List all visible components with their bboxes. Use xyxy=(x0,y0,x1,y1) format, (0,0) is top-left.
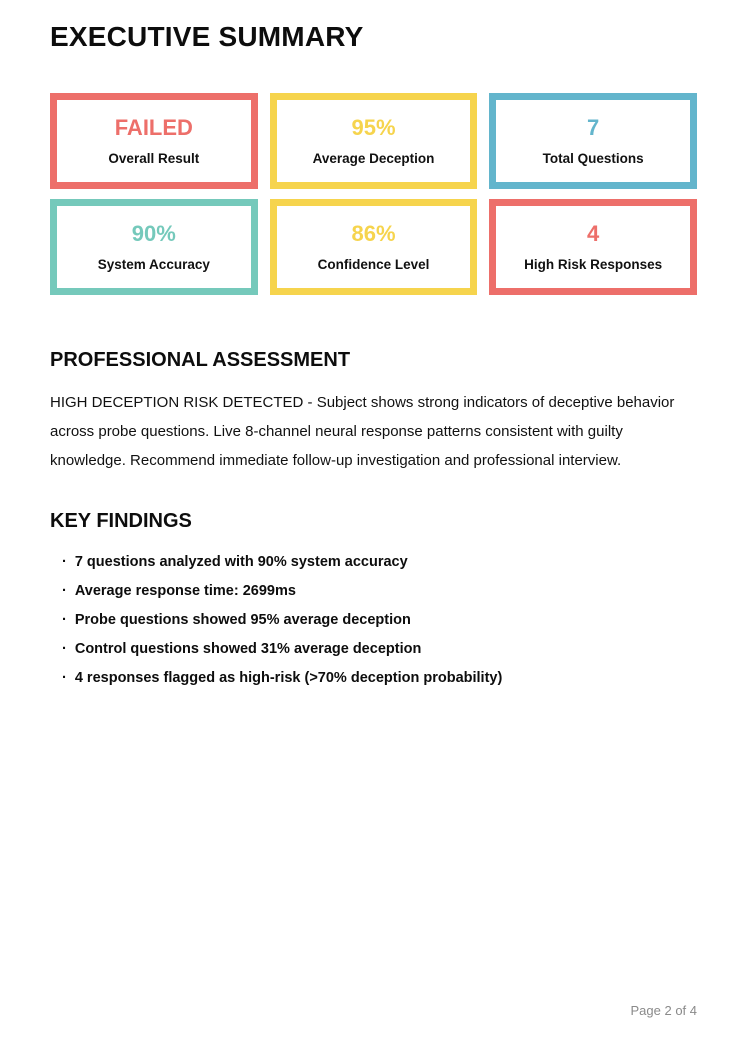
key-finding-item: · Control questions showed 31% average deception xyxy=(62,641,697,657)
stat-value-average-deception: 95% xyxy=(351,115,396,141)
stat-label-system-accuracy: System Accuracy xyxy=(97,256,210,272)
stat-label-overall-result: Overall Result xyxy=(108,150,200,166)
stat-label-total-questions: Total Questions xyxy=(542,150,644,166)
key-findings-section xyxy=(50,510,697,686)
professional-assessment-heading: PROFESSIONAL ASSESSMENT xyxy=(50,349,351,371)
stat-value-confidence-level: 86% xyxy=(351,221,396,247)
page-title: EXECUTIVE SUMMARY xyxy=(50,21,364,52)
stat-card-high-risk-responses xyxy=(489,199,697,295)
key-finding-item: · 4 responses flagged as high-risk (>70% deception probability) xyxy=(62,670,697,686)
professional-assessment-section xyxy=(50,349,697,475)
stat-card-confidence-level xyxy=(270,199,478,295)
stat-value-high-risk-responses: 4 xyxy=(587,221,600,247)
key-findings-list xyxy=(62,554,697,686)
stat-value-total-questions: 7 xyxy=(587,115,600,141)
page-number: Page 2 of 4 xyxy=(630,1003,697,1018)
key-finding-item: · Average response time: 2699ms xyxy=(62,583,697,599)
stat-card-overall-result xyxy=(50,93,258,189)
key-finding-item: · Probe questions showed 95% average deception xyxy=(62,612,697,628)
stat-label-confidence-level: Confidence Level xyxy=(317,256,430,272)
stat-value-overall-result: FAILED xyxy=(114,115,193,141)
summary-cards-grid xyxy=(50,93,697,295)
stat-card-average-deception xyxy=(270,93,478,189)
key-finding-item: · 7 questions analyzed with 90% system accuracy xyxy=(62,554,697,570)
stat-card-total-questions xyxy=(489,93,697,189)
stat-label-high-risk-responses: High Risk Responses xyxy=(524,256,663,272)
stat-value-system-accuracy: 90% xyxy=(131,221,176,247)
stat-card-system-accuracy xyxy=(50,199,258,295)
professional-assessment-text: HIGH DECEPTION RISK DETECTED - Subject shows strong indicators of deceptive behavior across probe questions. Live 8-channel neural response patterns consistent with guilty knowledge. Recommend immediate follow-up investigation and professional interview. xyxy=(50,394,675,469)
stat-label-average-deception: Average Deception xyxy=(312,150,435,166)
key-findings-heading: KEY FINDINGS xyxy=(50,510,192,532)
